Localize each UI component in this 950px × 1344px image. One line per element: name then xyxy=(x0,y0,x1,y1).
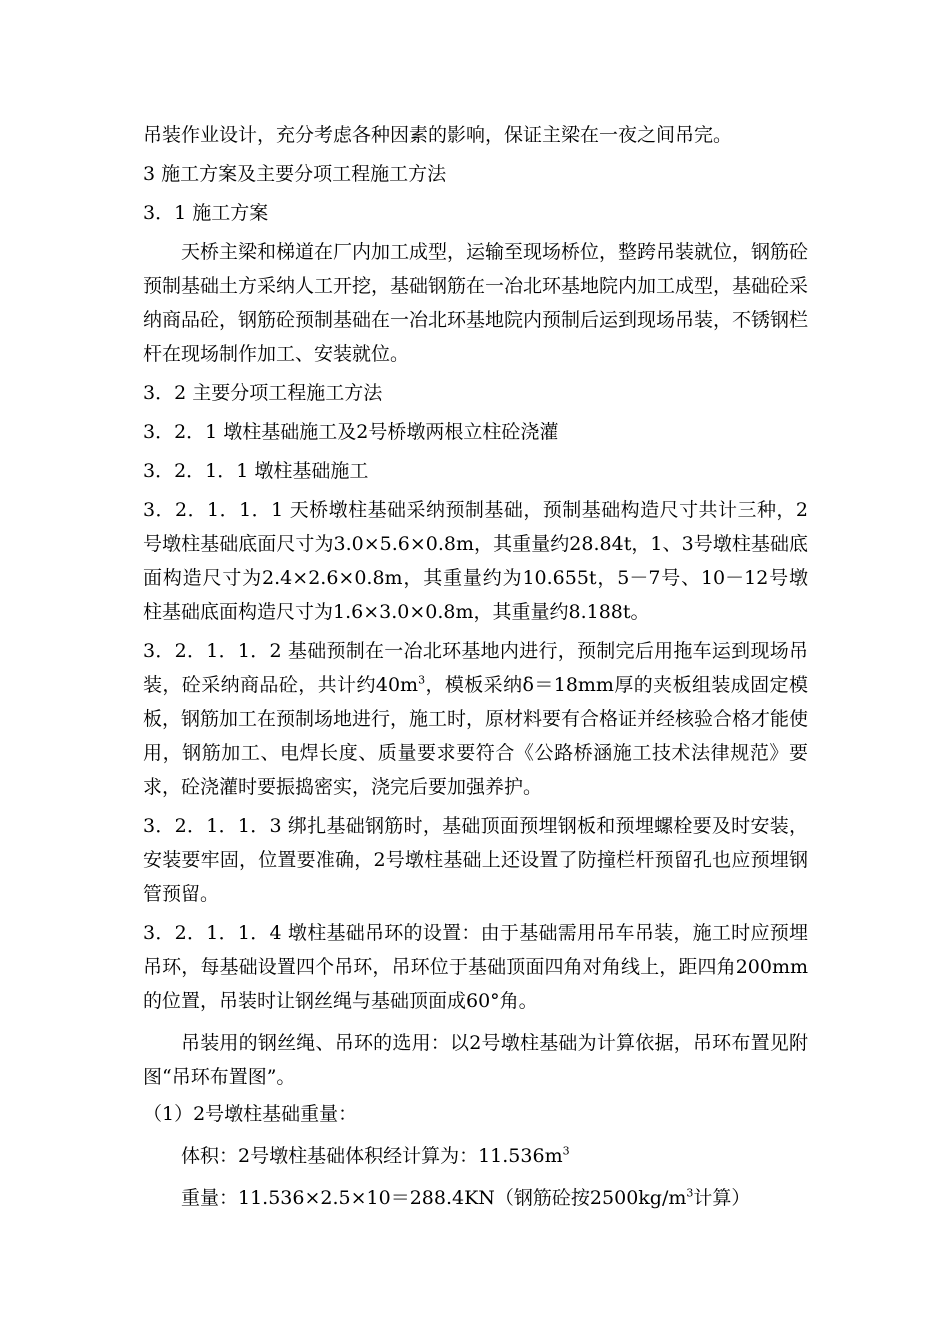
volume-line xyxy=(143,1139,808,1173)
section-heading-3: 3 施工方案及主要分项工程施工方法 xyxy=(143,163,447,185)
superscript: 3 xyxy=(562,1144,570,1158)
weight-text: 重量：11.536×2.5×10＝288.4KN（钢筋砼按2500kg/m xyxy=(181,1187,687,1209)
weight-text-end: 计算） xyxy=(693,1187,751,1209)
paragraph-text: 3．2．1．1．2 基础预制在一冶北环基地内进行，预制完后用拖车运到现场吊装，砼采纳商品砼，共计约40m xyxy=(143,640,808,696)
paragraph-continuation: 吊装作业设计，充分考虑各种因素的影响，保证主梁在一夜之间吊完。 xyxy=(143,124,733,146)
volume-text: 体积：2号墩柱基础体积经计算为：11.536m xyxy=(181,1145,563,1167)
section-heading-3-2-1-1: 3．2．1．1 墩柱基础施工 xyxy=(143,460,369,482)
paragraph-3-2-1-1-3: 3．2．1．1．3 绑扎基础钢筋时，基础顶面预埋钢板和预埋螺栓要及时安装，安装要牢固，位置要准确，2号墩柱基础上还设置了防撞栏杆预留孔也应预埋钢管预留。 xyxy=(143,815,808,905)
paragraph-3-2-1-1-2 xyxy=(143,634,808,804)
superscript: 3 xyxy=(686,1186,694,1200)
paragraph-lifting-selection: 吊装用的钢丝绳、吊环的选用：以2号墩柱基础为计算依据，吊环布置见附图“吊环布置图”。 xyxy=(143,1032,808,1088)
paragraph-3-2-1-1-1: 3．2．1．1．1 天桥墩柱基础采纳预制基础，预制基础构造尺寸共计三种，2号墩柱基础底面尺寸为3.0×5.6×0.8m，其重量约28.84t，1、3号墩柱基础底面构造尺寸为2.4×2.6×0.8m，其重量约为10.655t，5－7号、10－12号墩柱基础底面构造尺寸为1.6×3.0×0.8m，其重量约8.188t。 xyxy=(143,499,808,623)
paragraph-construction-plan: 天桥主梁和梯道在厂内加工成型，运输至现场桥位，整跨吊装就位，钢筋砼预制基础土方采纳人工开挖，基础钢筋在一冶北环基地院内加工成型，基础砼采纳商品砼，钢筋砼预制基础在一冶北环基地院内预制后运到现场吊装，不锈钢栏杆在现场制作加工、安装就位。 xyxy=(143,241,809,365)
superscript: 3 xyxy=(418,673,426,687)
section-heading-3-2-1: 3．2．1 墩柱基础施工及2号桥墩两根立柱砼浇灌 xyxy=(143,421,559,443)
paragraph-3-2-1-1-4: 3．2．1．1．4 墩柱基础吊环的设置：由于基础需用吊车吊装，施工时应预埋吊环，每基础设置四个吊环，吊环位于基础顶面四角对角线上，距四角200mm的位置，吊装时让钢丝绳与基础顶面成60°角。 xyxy=(143,922,808,1012)
section-heading-3-2: 3．2 主要分项工程施工方法 xyxy=(143,382,383,404)
section-heading-3-1: 3．1 施工方案 xyxy=(143,202,269,224)
document-body xyxy=(143,118,808,1215)
weight-line xyxy=(143,1181,808,1215)
list-item-1: （1）2号墩柱基础重量： xyxy=(143,1103,358,1125)
paragraph-text: ，模板采纳δ＝18mm厚的夹板组装成固定模板，钢筋加工在预制场地进行，施工时，原材料要有合格证并经核验合格才能使用，钢筋加工、电焊长度、质量要求要符合《公路桥涵施工技术法律规范》要求，砼浇灌时要振捣密实，浇完后要加强养护。 xyxy=(143,674,809,798)
